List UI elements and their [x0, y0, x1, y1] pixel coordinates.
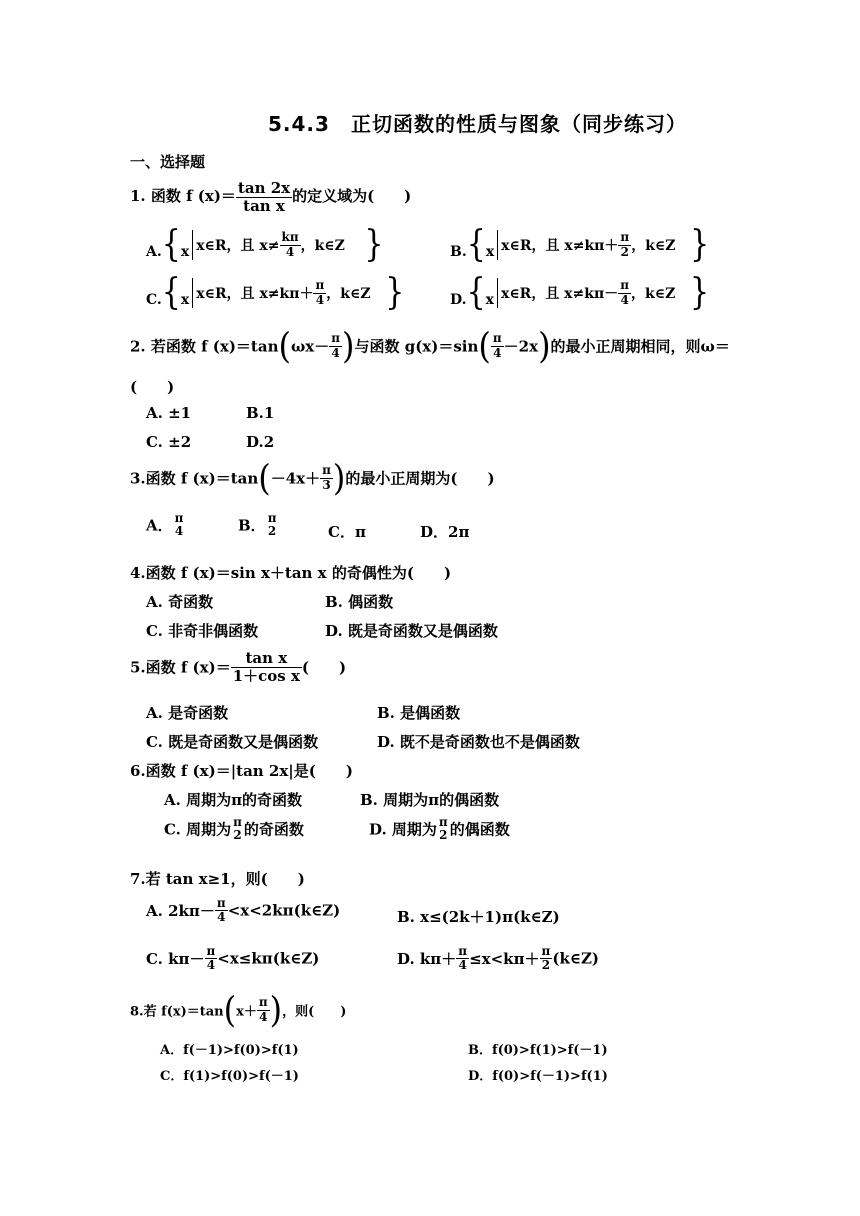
option-fraction: [231, 816, 244, 842]
q3-option-b[interactable]: [238, 512, 278, 538]
fraction-denominator: 4: [620, 292, 629, 307]
option-fraction: [313, 279, 326, 306]
set-condition: x∈R，且 x≠kπ＋: [501, 238, 619, 254]
fraction-numerator: tan x: [231, 650, 302, 668]
left-brace-icon: {: [161, 271, 181, 314]
question-7: 7.若 tan x≥1，则( ): [130, 870, 305, 888]
q5-option-c[interactable]: C. 既是奇函数又是偶函数: [146, 733, 319, 751]
option-text: A. 2kπ－: [146, 902, 215, 921]
q1-option-c[interactable]: [146, 271, 405, 314]
question-5: [130, 650, 346, 684]
set-condition-tail: ，k∈Z: [631, 286, 676, 302]
fraction-numerator: π: [233, 815, 242, 829]
fraction-numerator: π: [258, 995, 268, 1010]
q8-option-b[interactable]: B．f(0)>f(1)>f(－1): [468, 1043, 608, 1058]
fraction-denominator: 3: [322, 477, 331, 492]
q1-fraction: [236, 180, 292, 214]
q5-option-d[interactable]: D. 既不是奇函数也不是偶函数: [377, 733, 580, 751]
q1-option-d[interactable]: [450, 271, 710, 314]
option-label: A.: [146, 244, 162, 260]
fraction-denominator: 4: [217, 910, 226, 925]
q8-arg-fraction: [257, 996, 270, 1023]
left-brace-icon: {: [466, 223, 486, 266]
set-variable: x: [180, 292, 190, 308]
q4-option-c[interactable]: C. 非奇非偶函数: [146, 622, 259, 640]
question-1: [130, 180, 411, 214]
set-condition: x∈R，且 x≠kπ－: [500, 286, 619, 302]
set-bar-icon: [497, 230, 498, 260]
fraction-numerator: π: [206, 944, 216, 958]
q7-option-d[interactable]: [397, 945, 599, 972]
option-label: B.: [450, 244, 467, 260]
set-bar-icon: [497, 278, 498, 308]
right-brace-icon: }: [690, 223, 710, 266]
option-label: D.: [450, 292, 467, 308]
option-label: B．: [238, 516, 266, 535]
q6-option-b[interactable]: B. 周期为π的偶函数: [360, 791, 500, 809]
q5-option-b[interactable]: B. 是偶函数: [377, 704, 461, 722]
q2-stem-cont: ( ): [130, 378, 175, 396]
question-8: [130, 989, 347, 1031]
q6-option-c[interactable]: [164, 816, 304, 842]
q2-arg2: －2x: [503, 337, 539, 356]
fraction-numerator: π: [620, 278, 630, 293]
fraction-numerator: π: [315, 278, 325, 293]
fraction-numerator: π: [492, 331, 502, 346]
right-paren-icon: ): [538, 325, 551, 367]
q3-arg: －4x＋: [270, 469, 321, 488]
q2-stem-post: 的最小正周期相同，则ω＝: [550, 337, 730, 356]
question-6: 6.函数 f (x)＝|tan 2x|是( ): [130, 762, 353, 780]
fraction-denominator: 2: [267, 524, 277, 539]
q8-option-d[interactable]: D．f(0)>f(－1)>f(1): [468, 1069, 608, 1084]
option-fraction: [280, 231, 301, 258]
q8-stem-post: ，则( ): [282, 1004, 347, 1020]
q2-stem-pre: 2. 若函数 f (x)＝tan: [130, 337, 279, 356]
fraction-denominator: 4: [493, 345, 502, 360]
q2-option-c[interactable]: C. ±2: [146, 433, 192, 451]
q3-option-d[interactable]: D．2π: [420, 523, 470, 541]
set-condition: x∈R，且 x≠kπ＋: [196, 286, 314, 302]
q1-option-a[interactable]: [146, 223, 384, 266]
fraction-numerator: π: [541, 944, 551, 958]
q5-fraction: [231, 650, 302, 684]
option-fraction: [618, 279, 631, 306]
q8-option-a[interactable]: A．f(－1)>f(0)>f(1): [160, 1043, 299, 1058]
option-text-tail: <x<2kπ(k∈Z): [227, 901, 341, 920]
q1-denominator: tan x: [243, 196, 285, 215]
right-brace-icon: }: [689, 271, 710, 314]
q3-stem-post: 的最小正周期为( ): [345, 469, 495, 488]
fraction-denominator: 4: [174, 524, 184, 539]
fraction-numerator: π: [216, 896, 226, 910]
right-brace-icon: }: [385, 271, 405, 314]
fraction-numerator: π: [620, 230, 630, 245]
fraction-numerator: π: [322, 463, 331, 478]
fraction-numerator: π: [174, 511, 184, 525]
q4-option-d[interactable]: D. 既是奇函数又是偶函数: [325, 622, 498, 640]
q1-numerator: tan 2x: [237, 179, 291, 197]
option-fraction: [173, 512, 186, 538]
option-text-tail: <x≤kπ(k∈Z): [217, 949, 320, 968]
left-paren-icon: (: [223, 989, 237, 1031]
option-fraction: [205, 945, 218, 972]
fraction-numerator: π: [331, 331, 340, 346]
option-text: C. kπ－: [146, 950, 205, 969]
fraction-denominator: 2: [233, 828, 242, 843]
option-text-tail: (k∈Z): [552, 949, 599, 968]
q1-stem-post: 的定义域为( ): [292, 187, 412, 205]
q4-option-b[interactable]: B. 偶函数: [325, 593, 394, 611]
fraction-numerator: π: [458, 944, 468, 958]
q3-option-a[interactable]: [146, 512, 185, 538]
q7-option-b[interactable]: B. x≤(2k＋1)π(k∈Z): [397, 908, 560, 926]
q3-stem-pre: 3.函数 f (x)＝tan: [130, 469, 259, 488]
q8-option-c[interactable]: C．f(1)>f(0)>f(－1): [160, 1069, 299, 1084]
q6-option-a[interactable]: A. 周期为π的奇函数: [164, 791, 303, 809]
option-label: A．: [146, 516, 173, 535]
option-text-tail: 的奇函数: [243, 820, 304, 839]
fraction-denominator: 4: [331, 345, 340, 360]
q7-option-c[interactable]: [146, 945, 319, 972]
option-text-mid: ≤x<kπ＋: [469, 950, 540, 969]
left-brace-icon: {: [466, 271, 486, 314]
question-2: [130, 325, 730, 367]
q8-stem-pre: 8.若 f(x)＝tan: [130, 1004, 224, 1020]
right-paren-icon: ): [269, 989, 283, 1031]
set-condition: x∈R，且 x≠: [196, 238, 280, 254]
set-variable: x: [485, 292, 494, 308]
fraction-denominator: 4: [259, 1009, 268, 1024]
q2-arg1-fraction: [329, 332, 342, 359]
set-condition-tail: ，k∈Z: [300, 238, 345, 254]
option-fraction: [456, 945, 469, 972]
q1-option-b[interactable]: [450, 223, 710, 266]
q3-option-c[interactable]: C．π: [328, 523, 366, 541]
left-paren-icon: (: [278, 325, 291, 367]
question-3: [130, 457, 495, 499]
q2-arg2-fraction: [491, 332, 504, 359]
fraction-denominator: 4: [458, 958, 467, 973]
fraction-denominator: 4: [315, 292, 325, 307]
q5-option-a[interactable]: A. 是奇函数: [146, 704, 229, 722]
q1-stem-pre: 1. 函数 f (x)＝: [130, 187, 236, 205]
fraction-denominator: 2: [541, 958, 551, 973]
option-fraction: [618, 231, 631, 258]
fraction-numerator: π: [267, 511, 277, 525]
set-variable: x: [180, 244, 190, 260]
left-paren-icon: (: [258, 457, 271, 499]
left-paren-icon: (: [478, 325, 491, 367]
set-bar-icon: [192, 230, 193, 260]
q2-stem-mid: 与函数 g(x)＝sin: [354, 337, 479, 356]
option-text: D. 周期为: [369, 820, 437, 839]
option-label: C.: [146, 292, 162, 308]
page-title: 5.4.3 正切函数的性质与图象（同步练习）: [268, 112, 687, 136]
q2-option-d[interactable]: D.2: [246, 433, 275, 451]
fraction-denominator: 2: [620, 244, 629, 259]
q7-option-a[interactable]: [146, 897, 340, 924]
set-condition-tail: ，k∈Z: [326, 286, 371, 302]
q2-option-b[interactable]: B.1: [246, 404, 275, 422]
q5-stem-pre: 5.函数 f (x)＝: [130, 658, 231, 677]
option-text-tail: 的偶函数: [449, 820, 510, 839]
q5-stem-post: ( ): [301, 658, 347, 677]
fraction-denominator: 2: [439, 828, 448, 843]
q6-option-d[interactable]: [369, 816, 510, 842]
section-heading: 一、选择题: [130, 153, 206, 171]
option-fraction: [437, 816, 450, 842]
option-text: C. 周期为: [164, 820, 232, 839]
fraction-denominator: 4: [206, 958, 216, 973]
option-text: D. kπ＋: [397, 950, 457, 969]
q8-arg: x＋: [236, 1004, 257, 1020]
set-variable: x: [485, 244, 495, 260]
fraction-numerator: kπ: [281, 230, 299, 245]
option-fraction: [266, 512, 279, 538]
set-bar-icon: [192, 278, 193, 308]
fraction-denominator: 1＋cos x: [232, 666, 300, 685]
right-brace-icon: }: [364, 223, 384, 266]
q2-arg1: ωx－: [290, 337, 330, 356]
question-4: 4.函数 f (x)＝sin x＋tan x 的奇偶性为( ): [130, 564, 452, 582]
left-brace-icon: {: [161, 223, 181, 266]
q2-option-a[interactable]: A. ±1: [146, 404, 192, 422]
option-fraction: [215, 897, 228, 924]
fraction-denominator: 4: [285, 244, 295, 259]
right-paren-icon: ): [332, 457, 346, 499]
set-condition-tail: ，k∈Z: [631, 238, 676, 254]
right-paren-icon: ): [342, 325, 355, 367]
q4-option-a[interactable]: A. 奇函数: [146, 593, 214, 611]
fraction-numerator: π: [438, 815, 448, 829]
q3-arg-fraction: [320, 464, 333, 491]
option-fraction-2: [540, 945, 553, 972]
